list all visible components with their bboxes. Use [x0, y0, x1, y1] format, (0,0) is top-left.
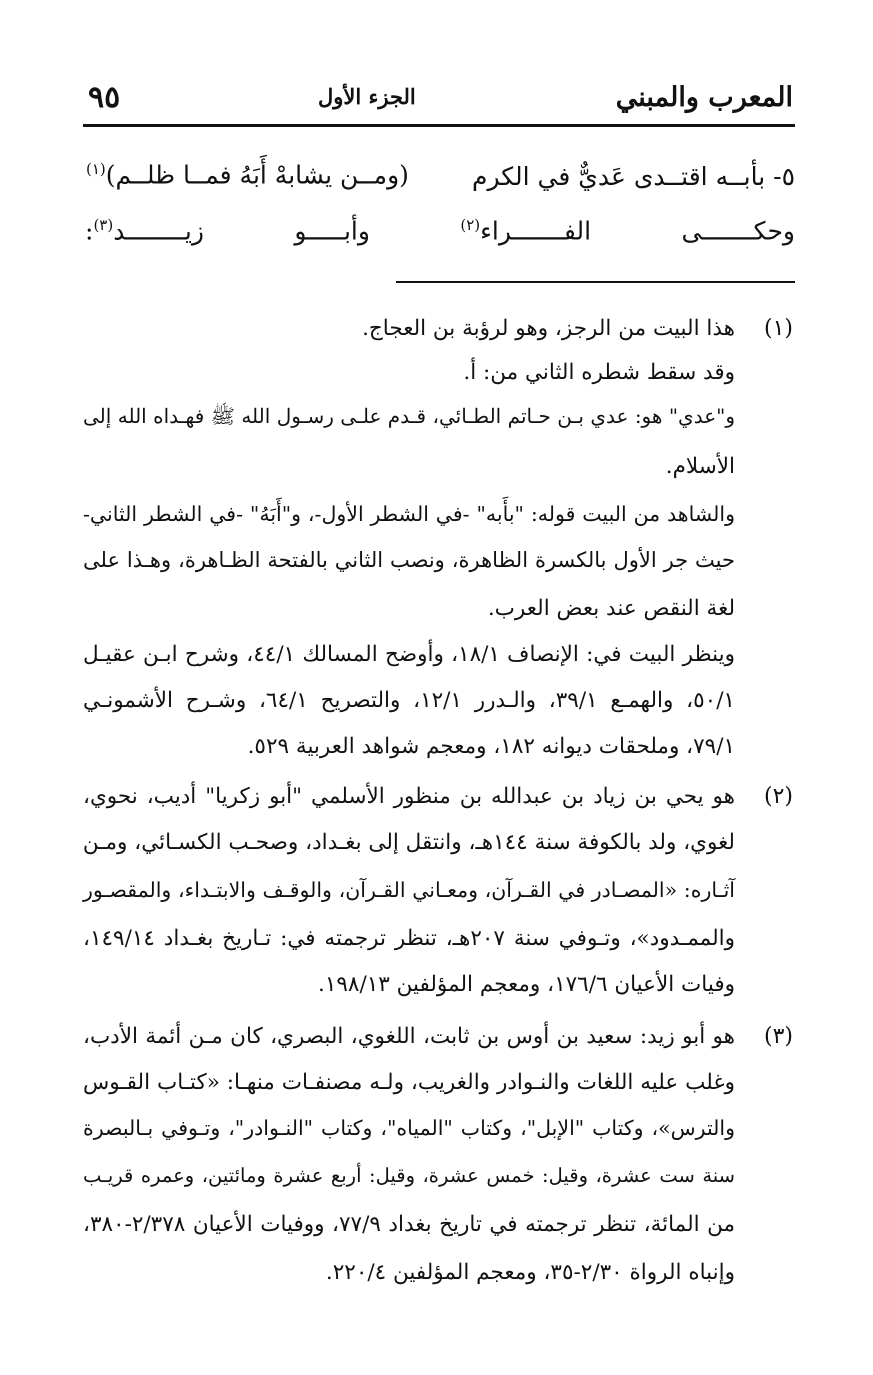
part-label: الجزء الأول [318, 84, 416, 109]
footnote-1-line: هذا البيت من الرجز، وهو لرؤبة بن العجاج. [362, 316, 735, 341]
footnote-3-line: من المائة، تنظر ترجمته في تاريخ بغداد ٧٧/٩، ووفيات الأعيان ٢/٣٧٨-٣٨٠، [83, 1212, 736, 1237]
footnote-2-line: هو يحي بن زياد بن عبدالله بن منظور الأسلمي "أبو زكريا" أديب، نحوي، [83, 784, 735, 809]
footnote-separator [396, 281, 795, 283]
footnote-number-2: (٢) [763, 784, 793, 809]
footnote-1-line: وقد سقط شطره الثاني من: أ. [463, 360, 735, 385]
footnote-1-line: حيث جر الأول بالكسرة الظاهرة، ونصب الثاني بالفتحة الظـاهرة، وهـذا على [83, 548, 735, 572]
footnote-1-line: و"عدي" هو: عدي بـن حـاتم الطـائي، قـدم علـى رسـول الله ﷺ فهـداه الله إلى [83, 404, 735, 428]
verse-line-2-text: وحكـــــــى الفـــــــراء [480, 216, 795, 246]
verse-line-2-end: : [85, 216, 94, 246]
footnote-3-line: وإنباه الرواة ٢/٣٠-٣٥، ومعجم المؤلفين ٢٢٠/٤. [325, 1260, 735, 1285]
footnote-number-1: (١) [763, 316, 793, 341]
footnote-1-line: ٥٠/١، والهمـع ٣٩/١، والـدرر ١٢/١، والتصريح ٦٤/١، وشـرح الأشمونـي [83, 688, 735, 713]
footnote-ref-1: (١) [86, 160, 106, 178]
verse-line-2-mid: وأبـــــو زيــــــــد [113, 216, 461, 246]
verse-hemistich-1: ٥- بأبــه اقتــدى عَديٌّ في الكرم [471, 162, 795, 191]
footnote-ref-2: (٢) [460, 216, 481, 234]
verse-line-2 [85, 216, 795, 245]
footnote-1-line: والشاهد من البيت قوله: "بأَبه" -في الشطر الأول-، و"أَبَهُ" -في الشطر الثاني- [83, 502, 735, 526]
footnote-1-line: لغة النقص عند بعض العرب. [487, 596, 735, 621]
book-title: المعرب والمبني [615, 82, 793, 113]
footnote-2-line: آثـاره: «المصـادر في القـرآن، ومعـاني القـرآن، والوقـف والابتـداء، والمقصـور [83, 878, 735, 902]
footnote-2-line: لغوي، ولد بالكوفة سنة ١٤٤هـ، وانتقل إلى بغـداد، وصحـب الكسـائي، ومـن [82, 830, 735, 855]
footnote-3-line: والترس»، وكتاب "الإبل"، وكتاب "المياه"، وكتاب "النـوادر"، وتـوفي بـالبصرة [83, 1116, 735, 1140]
footnote-number-3: (٣) [763, 1024, 793, 1049]
header-rule [83, 124, 795, 127]
footnote-2-line: وفيات الأعيان ١٧٦/٦، ومعجم المؤلفين ١٩٨/١٣. [317, 972, 735, 997]
footnote-3-line: هو أبو زيد: سعيد بن أوس بن ثابت، اللغوي، البصري، كان مـن أئمة الأدب، [83, 1024, 735, 1049]
page-number: ٩٥ [88, 80, 121, 115]
footnote-3-line: سنة ست عشرة، وقيل: خمس عشرة، وقيل: أربع عشرة ومائتين، وعمره قريـب [83, 1164, 735, 1187]
footnote-1-line: وينظر البيت في: الإنصاف ١٨/١، وأوضح المسالك ٤٤/١، وشرح ابـن عقيـل [83, 642, 735, 667]
footnote-ref-3: (٣) [93, 216, 114, 234]
footnote-1-line: الأسلام. [665, 454, 735, 479]
verse-hemistich-2-text: (ومــن يشابهْ أَبَهُ فمــا ظلــم) [105, 160, 409, 190]
footnote-2-line: والممـدود»، وتـوفي سنة ٢٠٧هـ، تنظر ترجمته في: تـاريخ بغـداد ١٤٩/١٤، [83, 926, 735, 951]
footnote-1-line: ٧٩/١، وملحقات ديوانه ١٨٢، ومعجم شواهد العربية ٥٢٩. [247, 734, 735, 759]
verse-hemistich-2 [86, 160, 409, 189]
footnote-3-line: وغلب عليه اللغات والنـوادر والغريب، ولـه مصنفـات منهـا: «كتـاب القـوس [83, 1070, 735, 1095]
